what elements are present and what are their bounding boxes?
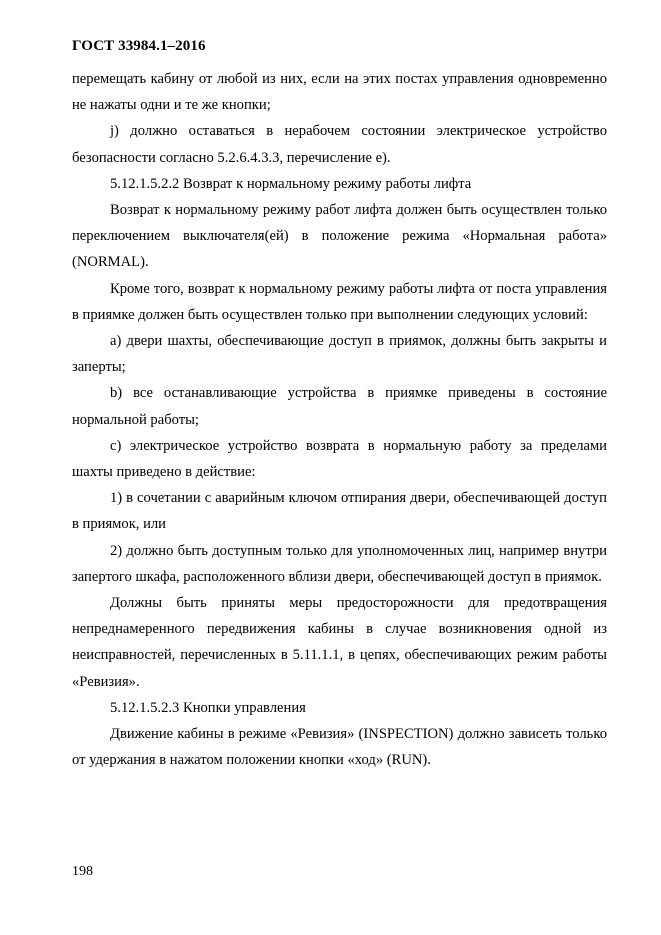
paragraph-subitem-2: 2) должно быть доступным только для уполномоченных лиц, например внутри запертого шкафа, расположенного вблизи двери, обеспечивающей доступ в приямок.	[72, 542, 607, 585]
paragraph-condition-b: b) все останавливающие устройства в приямке приведены в состояние нормальной работы;	[72, 385, 607, 428]
paragraph-return-normal: Возврат к нормальному режиму работ лифта должен быть осуществлен только переключением выключателя(ей) в положение режима «Нормальная работа» (NORMAL).	[72, 202, 607, 271]
paragraph-condition-a: a) двери шахты, обеспечивающие доступ в приямок, должны быть закрыты и заперты;	[72, 333, 607, 376]
paragraph-precautions: Должны быть приняты меры предосторожности для предотвращения непреднамеренного передвижения кабины в случае возникновения одной из неисправностей, перечисленных в 5.11.1.1, в цепях, обеспечивающих режим работы «Ревизия».	[72, 595, 607, 690]
paragraph-condition-c: c) электрическое устройство возврата в нормальную работу за пределами шахты приведено в действие:	[72, 437, 607, 481]
paragraph-inspection-run: Движение кабины в режиме «Ревизия» (INSPECTION) должно зависеть только от удержания в нажатом положении кнопки «ход» (RUN).	[72, 726, 607, 769]
page-number: 198	[72, 864, 93, 879]
paragraph-continuation: перемещать кабину от любой из них, если на этих постах управления одновременно не нажаты одни и те же кнопки;	[72, 71, 607, 114]
document-body	[72, 66, 607, 773]
document-header: ГОСТ 33984.1–2016	[72, 38, 206, 54]
section-heading-5-12-1-5-2-2: 5.12.1.5.2.2 Возврат к нормальному режиму работы лифта	[110, 175, 472, 192]
paragraph-conditions-intro: Кроме того, возврат к нормальному режиму работы лифта от поста управления в приямке должен быть осуществлен только при выполнении следующих условий:	[72, 280, 607, 323]
paragraph-subitem-1: 1) в сочетании с аварийным ключом отпирания двери, обеспечивающей доступ в приямок, или	[72, 490, 607, 533]
section-heading-5-12-1-5-2-3: 5.12.1.5.2.3 Кнопки управления	[110, 699, 306, 716]
paragraph-item-j: j) должно оставаться в нерабочем состоянии электрическое устройство безопасности согласно 5.2.6.4.3.3, перечисление e).	[72, 123, 607, 166]
